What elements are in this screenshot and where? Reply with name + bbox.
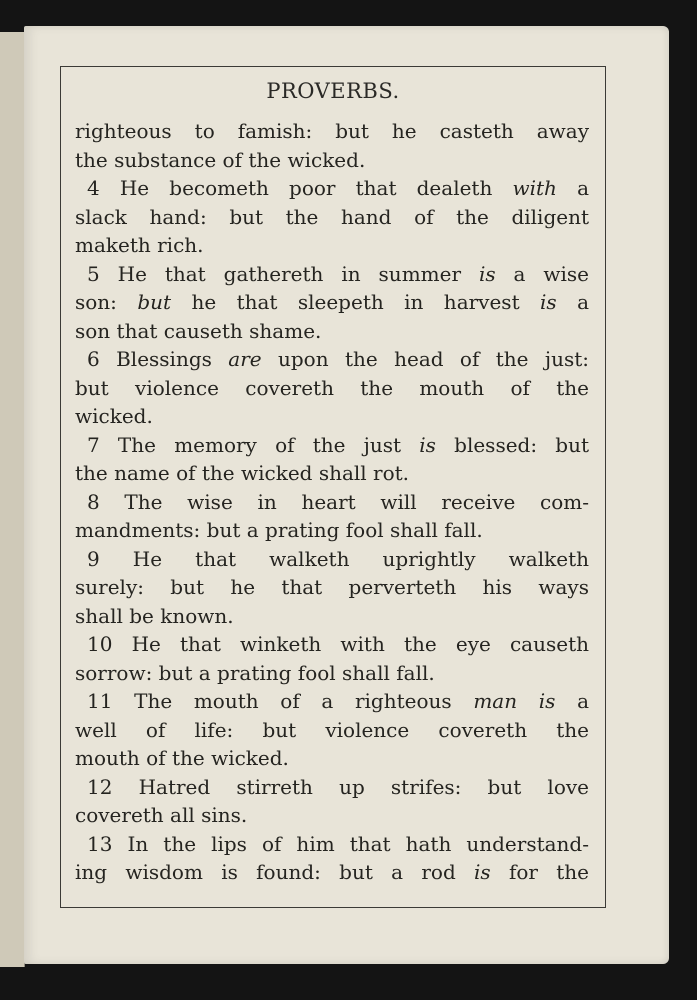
text-line bbox=[75, 117, 589, 146]
text-run: 13 In the lips of him that hath understand- bbox=[87, 831, 589, 856]
text-run: a bbox=[555, 689, 589, 713]
italic-word: is bbox=[419, 432, 436, 457]
text-line bbox=[75, 659, 589, 688]
text-run: for the bbox=[490, 860, 590, 884]
text-line bbox=[75, 830, 589, 859]
italic-word: is bbox=[478, 261, 496, 286]
text-line bbox=[75, 488, 589, 517]
text-line bbox=[75, 744, 589, 773]
text-line bbox=[75, 858, 589, 887]
text-run: mouth of the wicked. bbox=[75, 746, 289, 770]
text-run: son: bbox=[75, 290, 138, 314]
text-run: covereth all sins. bbox=[75, 803, 248, 827]
italic-word: is bbox=[474, 860, 491, 884]
text-run: he that sleepeth in harvest bbox=[171, 290, 541, 314]
text-run: wicked. bbox=[75, 404, 153, 428]
text-line bbox=[75, 203, 589, 232]
text-line bbox=[75, 545, 589, 574]
text-run: shall be known. bbox=[75, 603, 234, 628]
book-page bbox=[24, 26, 669, 964]
text-run: 4 He becometh poor that dealeth bbox=[87, 176, 513, 200]
text-run: 9 He that walketh uprightly walketh bbox=[87, 546, 589, 571]
text-line bbox=[75, 602, 589, 631]
scripture-text bbox=[75, 117, 589, 887]
text-run: 12 Hatred stirreth up strifes: but love bbox=[87, 774, 589, 799]
text-run: a bbox=[556, 290, 590, 314]
text-frame bbox=[60, 66, 606, 908]
italic-word: man bbox=[473, 689, 518, 713]
italic-word: but bbox=[137, 290, 172, 314]
text-line bbox=[75, 773, 589, 802]
text-run: the name of the wicked shall rot. bbox=[75, 461, 410, 485]
text-run: a wise bbox=[495, 261, 589, 286]
text-run: son that causeth shame. bbox=[75, 318, 322, 343]
text-line bbox=[75, 288, 589, 317]
text-run: blessed: but bbox=[435, 432, 590, 457]
text-run: mandments: but a prating fool shall fall. bbox=[75, 518, 483, 542]
text-line bbox=[75, 630, 589, 659]
text-run: ing wisdom is found: but a rod bbox=[75, 860, 475, 884]
text-run: 11 The mouth of a righteous bbox=[87, 689, 474, 713]
text-run: 7 The memory of the just bbox=[87, 432, 420, 457]
text-run: well of life: but violence covereth the bbox=[75, 717, 589, 742]
text-run: the substance of the wicked. bbox=[75, 147, 366, 172]
text-line bbox=[75, 260, 589, 289]
text-run: surely: but he that perverteth his ways bbox=[75, 575, 589, 599]
text-run: righteous to famish: but he casteth away bbox=[75, 119, 589, 143]
text-run: a bbox=[556, 176, 589, 200]
text-line bbox=[75, 687, 589, 716]
text-run: but violence covereth the mouth of the bbox=[75, 375, 589, 400]
text-run: slack hand: but the hand of the diligent bbox=[75, 204, 589, 229]
text-run: 10 He that winketh with the eye causeth bbox=[87, 632, 589, 656]
italic-word: is bbox=[538, 689, 556, 713]
text-line bbox=[75, 459, 589, 488]
text-line bbox=[75, 402, 589, 431]
italic-word: with bbox=[512, 176, 557, 200]
text-run: 5 He that gathereth in summer bbox=[87, 261, 479, 286]
text-line bbox=[75, 716, 589, 745]
text-run: 6 Blessings bbox=[87, 347, 229, 371]
italic-word: are bbox=[228, 347, 262, 371]
facing-page-edge bbox=[0, 32, 25, 967]
text-run: 8 The wise in heart will receive com- bbox=[87, 489, 589, 514]
text-line bbox=[75, 801, 589, 830]
text-line bbox=[75, 174, 589, 203]
running-head: PROVERBS. bbox=[266, 79, 400, 103]
text-run bbox=[517, 689, 539, 713]
text-line bbox=[75, 317, 589, 346]
italic-word: is bbox=[540, 290, 557, 314]
text-line bbox=[75, 345, 589, 374]
text-line bbox=[75, 516, 589, 545]
text-run: sorrow: but a prating fool shall fall. bbox=[75, 660, 435, 685]
text-line bbox=[75, 231, 589, 260]
text-line bbox=[75, 146, 589, 175]
text-run: upon the head of the just: bbox=[261, 347, 589, 371]
text-line bbox=[75, 573, 589, 602]
text-line bbox=[75, 374, 589, 403]
text-line bbox=[75, 431, 589, 460]
text-run: maketh rich. bbox=[75, 233, 204, 257]
